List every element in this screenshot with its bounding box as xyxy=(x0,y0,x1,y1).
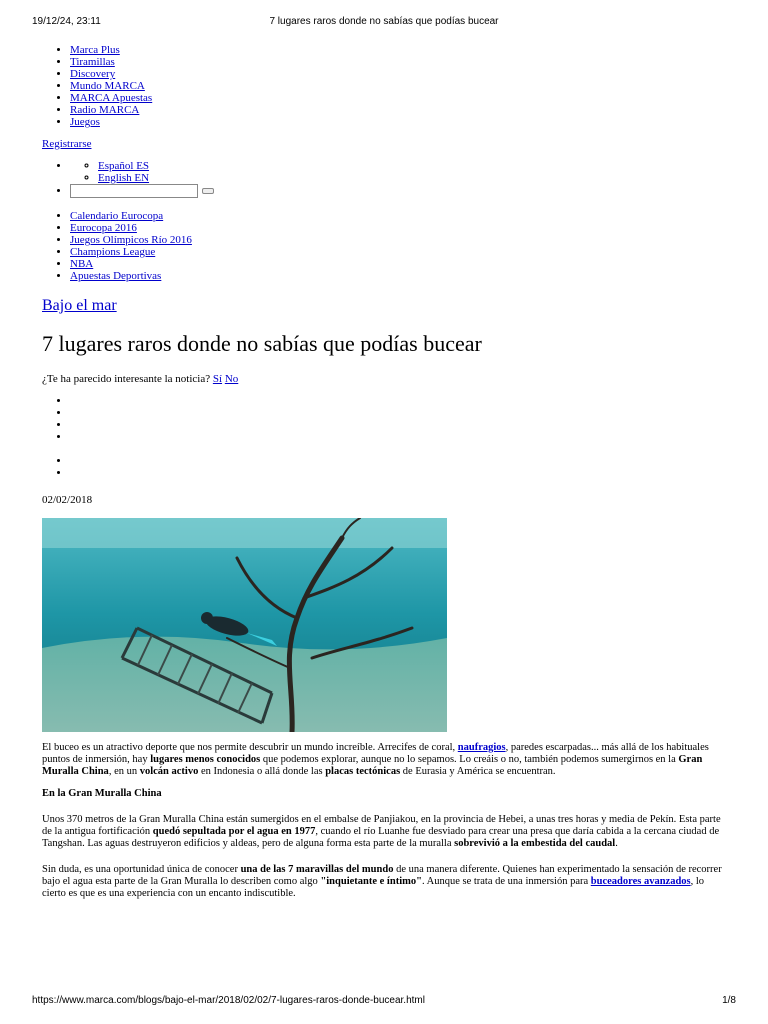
print-title: 7 lugares raros donde no sabías que podías bucear xyxy=(269,16,499,27)
section-link[interactable]: Bajo el mar xyxy=(42,297,117,314)
share-item[interactable] xyxy=(70,431,728,443)
article-paragraph-3: Sin duda, es una oportunidad única de conocer una de las 7 maravillas del mundo de una manera diferente. Quienes han experimentado la sensación de recorrer bajo el agua esta parte de la Gran Muralla lo describen como algo "inquietante e íntimo". Aunque se trata de una inmersión para buceadores avanzados, lo cierto es que es una experiencia con un encanto indiscutible. xyxy=(42,864,722,899)
share-item[interactable] xyxy=(70,395,728,407)
nav-tiramillas[interactable]: Tiramillas xyxy=(70,56,115,68)
feedback-yes-link[interactable]: Sí xyxy=(212,373,223,385)
page-content xyxy=(42,44,728,900)
nav-eurocopa-2016[interactable]: Eurocopa 2016 xyxy=(70,222,137,234)
secondary-nav xyxy=(42,210,728,282)
lang-english[interactable]: English EN xyxy=(98,172,150,184)
article-paragraph-2: Unos 370 metros de la Gran Muralla China están sumergidos en el embalse de Panjiakou, en la provincia de Hebei, a unas tres horas y media de Pekín. Esta parte de la antigua fortificación quedó sepultada por el agua en 1977, cuando el río Luanhe fue desviado para crear una presa que daría cabida a la cercana ciudad de Tangshan. Las aguas destruyeron edificios y aldeas, pero de alguna forma esta parte de la muralla sobrevivió a la embestida del caudal. xyxy=(42,814,721,849)
feedback-row xyxy=(42,373,728,385)
article-date: 02/02/2018 xyxy=(42,494,93,506)
register-link[interactable]: Registrarse xyxy=(42,138,92,150)
share-item[interactable] xyxy=(70,419,728,431)
share-list-secondary xyxy=(42,455,728,479)
feedback-question: ¿Te ha parecido interesante la noticia? xyxy=(42,373,211,385)
article-subhead: En la Gran Muralla China xyxy=(42,788,162,799)
lang-espanol[interactable]: Español ES xyxy=(98,160,150,172)
primary-nav xyxy=(42,44,728,128)
nav-marca-plus[interactable]: Marca Plus xyxy=(70,44,120,56)
feedback-no-link[interactable]: No xyxy=(224,373,239,385)
print-footer xyxy=(0,995,768,1009)
nav-mundo-marca[interactable]: Mundo MARCA xyxy=(70,80,145,92)
share-item[interactable] xyxy=(70,467,728,479)
nav-nba[interactable]: NBA xyxy=(70,258,94,270)
print-page-number: 1/8 xyxy=(722,995,736,1006)
link-naufragios[interactable]: naufragios xyxy=(457,742,506,753)
search-input[interactable] xyxy=(70,184,198,198)
share-item[interactable] xyxy=(70,407,728,419)
nav-apuestas-deportivas[interactable]: Apuestas Deportivas xyxy=(70,270,162,282)
language-list xyxy=(70,160,728,184)
print-url: https://www.marca.com/blogs/bajo-el-mar/2018/02/02/7-lugares-raros-donde-bucear.html xyxy=(32,995,425,1006)
nav-juegos[interactable]: Juegos xyxy=(70,116,100,128)
hero-image xyxy=(42,518,447,732)
nav-marca-apuestas[interactable]: MARCA Apuestas xyxy=(70,92,153,104)
print-header xyxy=(0,16,768,30)
link-buceadores-avanzados[interactable]: buceadores avanzados xyxy=(590,876,691,887)
share-item[interactable] xyxy=(70,455,728,467)
share-list xyxy=(42,395,728,443)
print-datetime: 19/12/24, 23:11 xyxy=(32,16,101,27)
language-search-list xyxy=(42,160,728,198)
nav-radio-marca[interactable]: Radio MARCA xyxy=(70,104,140,116)
nav-discovery[interactable]: Discovery xyxy=(70,68,116,80)
search-row xyxy=(70,184,728,198)
nav-champions-league[interactable]: Champions League xyxy=(70,246,156,258)
article-headline: 7 lugares raros donde no sabías que podías bucear xyxy=(42,331,482,356)
nav-calendario-eurocopa[interactable]: Calendario Eurocopa xyxy=(70,210,164,222)
search-button[interactable] xyxy=(202,188,214,194)
article-paragraph-1: El buceo es un atractivo deporte que nos permite descubrir un mundo increíble. Arrecifes de coral, naufragios, paredes escarpadas... más allá de los habituales puntos de inmersión, hay lugares menos conocidos que podemos explorar, aunque no lo sepamos. Lo creáis o no, también podemos sumergirnos en la Gran Muralla China, en un volcán activo en Indonesia o allá donde las placas tectónicas de Eurasia y América se encuentran. xyxy=(42,742,709,777)
nav-juegos-olimpicos[interactable]: Juegos Olímpicos Río 2016 xyxy=(70,234,192,246)
